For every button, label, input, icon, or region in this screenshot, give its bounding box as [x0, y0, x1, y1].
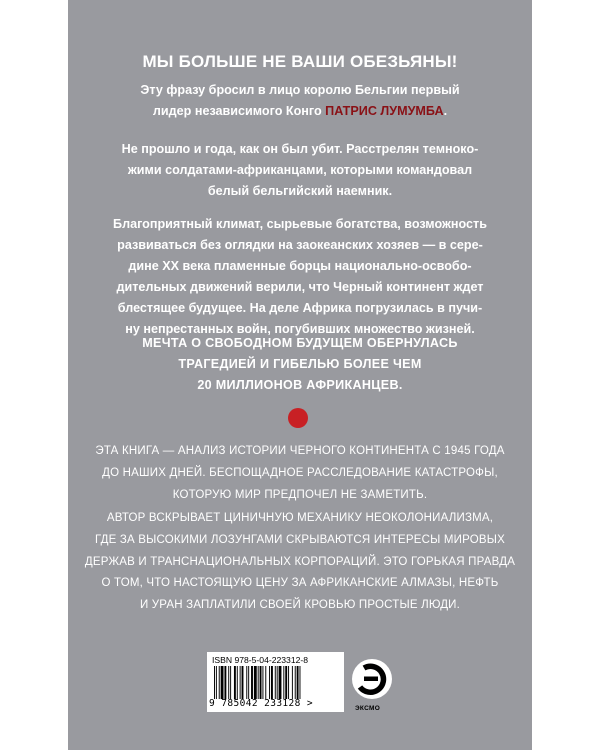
paragraph-line: блестящее будущее. На деле Африка погрузилась в пучи- [117, 301, 483, 315]
paragraph-line: И УРАН ЗАПЛАТИЛИ СВОЕЙ КРОВЬЮ ПРОСТЫЕ ЛЮДИ. [139, 599, 461, 612]
intro-line-1: Эту фразу бросил в лицо королю Бельгии первый [140, 83, 460, 97]
book-back-cover [68, 0, 532, 750]
publisher-name: ЭКСМО [355, 705, 381, 712]
paragraph-line: АВТОР ВСКРЫВАЕТ ЦИНИЧНУЮ МЕХАНИКУ НЕОКОЛОНИАЛИЗМА, [106, 512, 494, 524]
paragraph-author [68, 508, 532, 617]
paragraph-line: белый бельгийский наемник. [207, 184, 393, 198]
paragraph-line: 20 МИЛЛИОНОВ АФРИКАНЦЕВ. [197, 378, 403, 392]
barcode-icon [212, 666, 339, 699]
lumumba-name: ПАТРИС ЛУМУМБА [325, 104, 444, 118]
intro-line-2-end: . [443, 104, 448, 118]
paragraph-book-description [68, 441, 532, 506]
paragraph-line: ну непрестанных войн, погубивших множество жизней. [125, 322, 475, 336]
paragraph-assassination [68, 139, 532, 202]
headline: МЫ БОЛЬШЕ НЕ ВАШИ ОБЕЗЬЯНЫ! [142, 52, 458, 71]
intro-line-2-text: лидер независимого Конго [152, 104, 326, 118]
paragraph-line: ТРАГЕДИЕЙ И ГИБЕЛЬЮ БОЛЕЕ ЧЕМ [178, 357, 422, 371]
paragraph-line: МЕЧТА О СВОБОДНОМ БУДУЩЕМ ОБЕРНУЛАСЬ [142, 336, 458, 350]
paragraph-line: развиваться без оглядки на заокеанских хозяев — в сере- [117, 238, 483, 252]
paragraph-line: Благоприятный климат, сырьевые богатства, возможность [113, 217, 487, 231]
paragraph-line: ЭТА КНИГА — АНАЛИЗ ИСТОРИИ ЧЕРНОГО КОНТИНЕНТА С 1945 ГОДА [95, 445, 505, 457]
paragraph-line: дине XX века пламенные борцы национально-освобо- [128, 259, 472, 273]
red-dot-divider [288, 408, 308, 428]
paragraph-line: ДЕРЖАВ И ТРАНСНАЦИОНАЛЬНЫХ КОРПОРАЦИЙ. ЭТО ГОРЬКАЯ ПРАВДА [84, 555, 516, 568]
paragraph-line: ГДЕ ЗА ВЫСОКИМИ ЛОЗУНГАМИ СКРЫВАЮТСЯ ИНТЕРЕСЫ МИРОВЫХ [94, 533, 506, 546]
eksmo-logo-icon [351, 658, 393, 702]
ean-digits: 9 785042 233128 > [209, 698, 314, 709]
paragraph-line: Не прошло и года, как он был убит. Расстрелян темноко- [121, 142, 479, 156]
paragraph-line: дительных движений верили, что Черный континент ждет [116, 280, 484, 294]
paragraph-dream [68, 333, 532, 396]
paragraph-line: жими солдатами-африканцами, которыми командовал [127, 163, 473, 177]
barcode-label [207, 652, 344, 712]
intro-line-2 [68, 101, 532, 122]
paragraph-line: КОТОРУЮ МИР ПРЕДПОЧЕЛ НЕ ЗАМЕТИТЬ. [172, 488, 428, 501]
paragraph-line: О ТОМ, ЧТО НАСТОЯЩУЮ ЦЕНУ ЗА АФРИКАНСКИЕ АЛМАЗЫ, НЕФТЬ [101, 577, 499, 590]
isbn-text: ISBN 978-5-04-223312-8 [212, 655, 309, 665]
intro-paragraph [68, 80, 532, 122]
paragraph-line: ДО НАШИХ ДНЕЙ. БЕСПОЩАДНОЕ РАССЛЕДОВАНИЕ КАТАСТРОФЫ, [102, 466, 498, 479]
paragraph-africa [68, 214, 532, 340]
